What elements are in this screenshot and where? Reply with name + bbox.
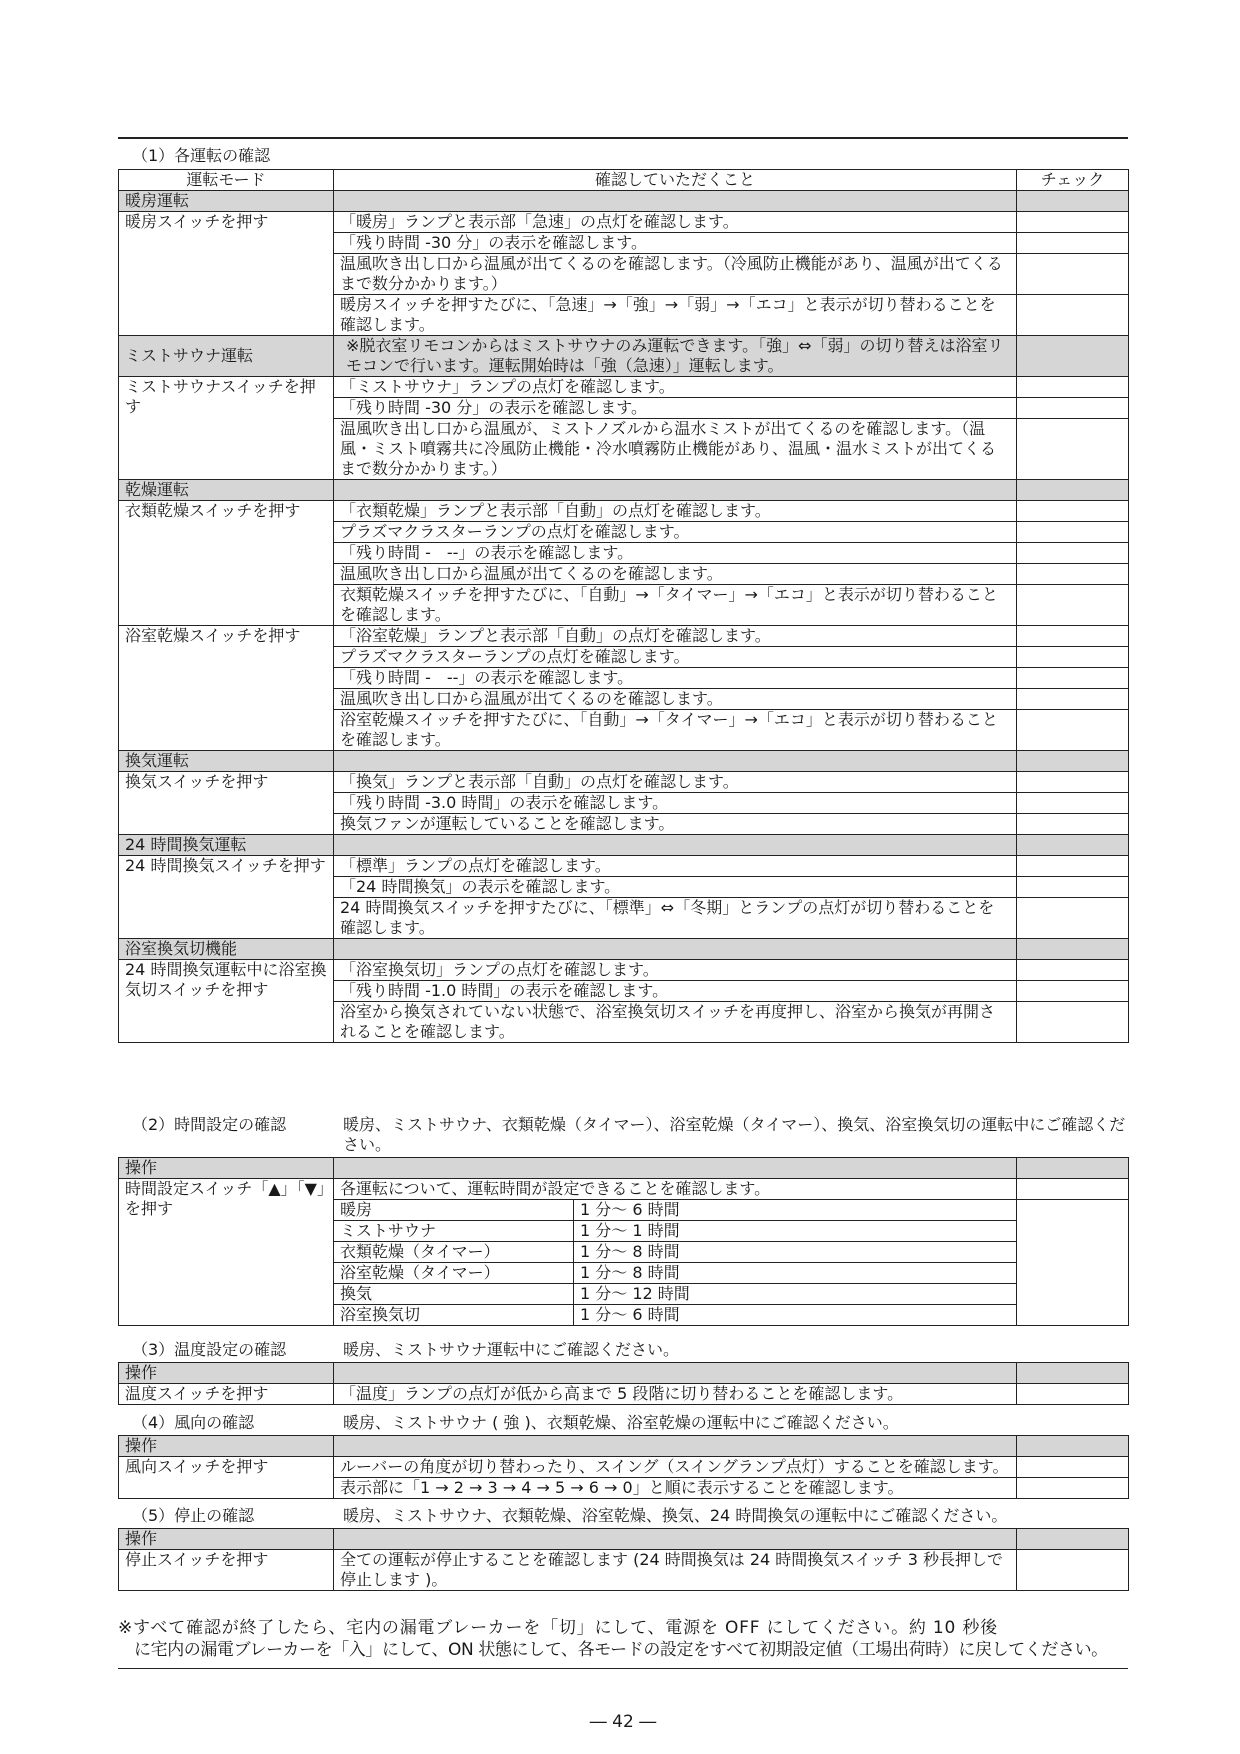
table-row	[119, 1384, 1129, 1405]
table-row	[119, 212, 1129, 233]
check-box[interactable]	[1017, 898, 1129, 939]
check-box[interactable]	[1017, 814, 1129, 835]
check-item: 「残り時間 -3.0 時間」の表示を確認します。	[334, 793, 1017, 814]
header-checkbox: チェック	[1017, 170, 1129, 191]
check-item: 「24 時間換気」の表示を確認します。	[334, 877, 1017, 898]
section-note: 暖房、ミストサウナ ( 強 )、衣類乾燥、浴室乾燥の運転中にご確認ください。	[343, 1413, 899, 1432]
check-item: 浴室乾燥スイッチを押すたびに、「自動」→「タイマー」→「エコ」と表示が切り替わることを確認します。	[334, 710, 1017, 751]
check-box[interactable]	[1017, 1179, 1129, 1200]
group-name: 操作	[119, 1436, 334, 1457]
check-item: 温風吹き出し口から温風が、ミストノズルから温水ミストが出てくるのを確認します。（温風・ミスト噴霧共に冷風防止機能・冷水噴霧防止機能があり、温風・温水ミストが出てくるまで数分かかります。）	[334, 419, 1017, 480]
check-item: 各運転について、運転時間が設定できることを確認します。	[334, 1179, 1017, 1200]
header-check-items: 確認していただくこと	[334, 170, 1017, 191]
group-row	[119, 751, 1129, 772]
check-box[interactable]	[1017, 710, 1129, 751]
check-item: 「暖房」ランプと表示部「急速」の点灯を確認します。	[334, 212, 1017, 233]
section-title: （4）風向の確認	[132, 1413, 255, 1432]
check-item: 衣類乾燥スイッチを押すたびに、「自動」→「タイマー」→「エコ」と表示が切り替わることを確認します。	[334, 585, 1017, 626]
time-range-cell	[334, 1200, 1017, 1326]
group-row	[119, 1529, 1129, 1550]
check-item: 「残り時間 -1.0 時間」の表示を確認します。	[334, 981, 1017, 1002]
manual-page	[118, 0, 1128, 1754]
stop-table	[118, 1528, 1129, 1591]
table-row	[119, 772, 1129, 793]
temperature-table	[118, 1362, 1129, 1405]
group-row	[119, 835, 1129, 856]
section-title: （1）各運転の確認	[132, 146, 271, 165]
table-row	[119, 377, 1129, 398]
check-box[interactable]	[1017, 543, 1129, 564]
group-name: 操作	[119, 1158, 334, 1179]
group-row	[119, 1363, 1129, 1384]
list-item: 浴室乾燥（タイマー） 1 分～ 8 時間	[334, 1263, 1016, 1284]
group-name: 24 時間換気運転	[119, 835, 334, 856]
check-item: ルーバーの角度が切り替わったり、スイング（スイングランプ点灯）することを確認します。	[334, 1457, 1017, 1478]
list-item: 浴室換気切 1 分～ 6 時間	[334, 1305, 1016, 1326]
check-box[interactable]	[1017, 233, 1129, 254]
operation-cell: 換気スイッチを押す	[119, 772, 334, 835]
check-box[interactable]	[1017, 647, 1129, 668]
table-row	[119, 856, 1129, 877]
group-name: 操作	[119, 1529, 334, 1550]
check-item: プラズマクラスターランプの点灯を確認します。	[334, 647, 1017, 668]
operation-cell: 24 時間換気スイッチを押す	[119, 856, 334, 939]
footnote-line: に宅内の漏電ブレーカーを「入」にして、ON 状態にして、各モードの設定をすべて初期設定値（工場出荷時）に戻してください。	[134, 1640, 1108, 1660]
group-row	[119, 1158, 1129, 1179]
check-box[interactable]	[1017, 1457, 1129, 1478]
check-box[interactable]	[1017, 1200, 1129, 1326]
check-box[interactable]	[1017, 689, 1129, 710]
table-header-row	[119, 170, 1129, 191]
list-item: ミストサウナ 1 分～ 1 時間	[334, 1221, 1016, 1242]
check-box[interactable]	[1017, 960, 1129, 981]
check-item: 全ての運転が停止することを確認します (24 時間換気は 24 時間換気スイッチ 3 秒長押しで停止します )。	[334, 1550, 1017, 1591]
operation-cell: 衣類乾燥スイッチを押す	[119, 501, 334, 626]
table-row	[119, 501, 1129, 522]
check-item: 温風吹き出し口から温風が出てくるのを確認します。（冷風防止機能があり、温風が出てくるまで数分かかります。）	[334, 254, 1017, 295]
wind-direction-table	[118, 1435, 1129, 1499]
check-box[interactable]	[1017, 856, 1129, 877]
group-row	[119, 191, 1129, 212]
check-item: 「残り時間 -30 分」の表示を確認します。	[334, 233, 1017, 254]
table-row	[119, 1550, 1129, 1591]
check-box[interactable]	[1017, 501, 1129, 522]
group-row	[119, 336, 1129, 377]
check-item: 「換気」ランプと表示部「自動」の点灯を確認します。	[334, 772, 1017, 793]
page-number: ― 42 ―	[589, 1712, 657, 1732]
table-row	[119, 626, 1129, 647]
check-item: 「浴室乾燥」ランプと表示部「自動」の点灯を確認します。	[334, 626, 1017, 647]
operation-cell: 停止スイッチを押す	[119, 1550, 334, 1591]
group-name: ミストサウナ運転	[119, 336, 334, 377]
footnote	[118, 1617, 1128, 1661]
check-item: 「温度」ランプの点灯が低から高まで 5 段階に切り替わることを確認します。	[334, 1384, 1017, 1405]
section-title: （2）時間設定の確認	[132, 1115, 287, 1134]
check-box[interactable]	[1017, 295, 1129, 336]
check-box[interactable]	[1017, 1550, 1129, 1591]
check-box[interactable]	[1017, 419, 1129, 480]
list-item: 換気 1 分～ 12 時間	[334, 1284, 1016, 1305]
top-rule	[118, 137, 1128, 139]
operation-cell: 時間設定スイッチ「▲」「▼」を押す	[119, 1179, 334, 1326]
group-name: 換気運転	[119, 751, 334, 772]
check-item: 浴室から換気されていない状態で、浴室換気切スイッチを再度押し、浴室から換気が再開されることを確認します。	[334, 1002, 1017, 1043]
check-box[interactable]	[1017, 377, 1129, 398]
check-box[interactable]	[1017, 668, 1129, 689]
check-box[interactable]	[1017, 564, 1129, 585]
check-item: プラズマクラスターランプの点灯を確認します。	[334, 522, 1017, 543]
section-title: （5）停止の確認	[132, 1506, 255, 1525]
operation-cell: 暖房スイッチを押す	[119, 212, 334, 336]
operation-cell: ミストサウナスイッチを押す	[119, 377, 334, 480]
footnote-line: ※すべて確認が終了したら、宅内の漏電ブレーカーを「切」にして、電源を OFF にしてください。約 10 秒後	[118, 1618, 998, 1638]
group-name: 浴室換気切機能	[119, 939, 334, 960]
check-item: 暖房スイッチを押すたびに、「急速」→「強」→「弱」→「エコ」と表示が切り替わることを確認します。	[334, 295, 1017, 336]
check-item: 「残り時間 - --」の表示を確認します。	[334, 543, 1017, 564]
table-row	[119, 1179, 1129, 1200]
check-item: 「残り時間 - --」の表示を確認します。	[334, 668, 1017, 689]
group-name: 暖房運転	[119, 191, 334, 212]
time-setting-table	[118, 1157, 1129, 1326]
check-item: 「浴室換気切」ランプの点灯を確認します。	[334, 960, 1017, 981]
check-item: 「ミストサウナ」ランプの点灯を確認します。	[334, 377, 1017, 398]
check-item: 「標準」ランプの点灯を確認します。	[334, 856, 1017, 877]
check-item: 温風吹き出し口から温風が出てくるのを確認します。	[334, 689, 1017, 710]
table-row	[119, 1457, 1129, 1478]
group-row	[119, 1436, 1129, 1457]
section-note: 暖房、ミストサウナ、衣類乾燥（タイマー）、浴室乾燥（タイマー）、換気、浴室換気切の運転中にご確認ください。	[343, 1115, 1126, 1154]
header-mode: 運転モード	[119, 170, 334, 191]
check-item: 24 時間換気スイッチを押すたびに、「標準」⇔「冬期」とランプの点灯が切り替わることを確認します。	[334, 898, 1017, 939]
operation-cell: 温度スイッチを押す	[119, 1384, 334, 1405]
group-note: ※脱衣室リモコンからはミストサウナのみ運転できます。「強」⇔「弱」の切り替えは浴室リモコンで行います。運転開始時は「強（急速）」運転します。	[334, 336, 1017, 377]
check-item: 「衣類乾燥」ランプと表示部「自動」の点灯を確認します。	[334, 501, 1017, 522]
check-item: 「残り時間 -30 分」の表示を確認します。	[334, 398, 1017, 419]
check-box[interactable]	[1017, 772, 1129, 793]
time-range-table	[334, 1200, 1016, 1325]
check-box[interactable]	[1017, 1384, 1129, 1405]
section-note: 暖房、ミストサウナ、衣類乾燥、浴室乾燥、換気、24 時間換気の運転中にご確認ください。	[343, 1506, 1008, 1525]
group-row	[119, 939, 1129, 960]
check-box[interactable]	[1017, 585, 1129, 626]
check-box[interactable]	[1017, 626, 1129, 647]
check-box[interactable]	[1017, 1478, 1129, 1499]
bottom-rule	[118, 1668, 1128, 1669]
check-box[interactable]	[1017, 212, 1129, 233]
check-item: 換気ファンが運転していることを確認します。	[334, 814, 1017, 835]
check-box[interactable]	[1017, 877, 1129, 898]
table-row	[119, 960, 1129, 981]
group-name: 操作	[119, 1363, 334, 1384]
operation-cell: 24 時間換気運転中に浴室換気切スイッチを押す	[119, 960, 334, 1043]
operation-cell: 風向スイッチを押す	[119, 1457, 334, 1499]
list-item: 暖房 1 分～ 6 時間	[334, 1200, 1016, 1221]
operation-check-table	[118, 169, 1129, 1043]
section-note: 暖房、ミストサウナ運転中にご確認ください。	[343, 1340, 680, 1359]
check-box[interactable]	[1017, 522, 1129, 543]
group-row	[119, 480, 1129, 501]
check-box[interactable]	[1017, 793, 1129, 814]
check-box[interactable]	[1017, 981, 1129, 1002]
check-item: 表示部に「1 → 2 → 3 → 4 → 5 → 6 → 0」と順に表示することを確認します。	[334, 1478, 1017, 1499]
group-name: 乾燥運転	[119, 480, 334, 501]
check-box[interactable]	[1017, 254, 1129, 295]
operation-cell: 浴室乾燥スイッチを押す	[119, 626, 334, 751]
check-item: 温風吹き出し口から温風が出てくるのを確認します。	[334, 564, 1017, 585]
check-box[interactable]	[1017, 398, 1129, 419]
check-box[interactable]	[1017, 1002, 1129, 1043]
section-title: （3）温度設定の確認	[132, 1340, 287, 1359]
list-item: 衣類乾燥（タイマー） 1 分～ 8 時間	[334, 1242, 1016, 1263]
